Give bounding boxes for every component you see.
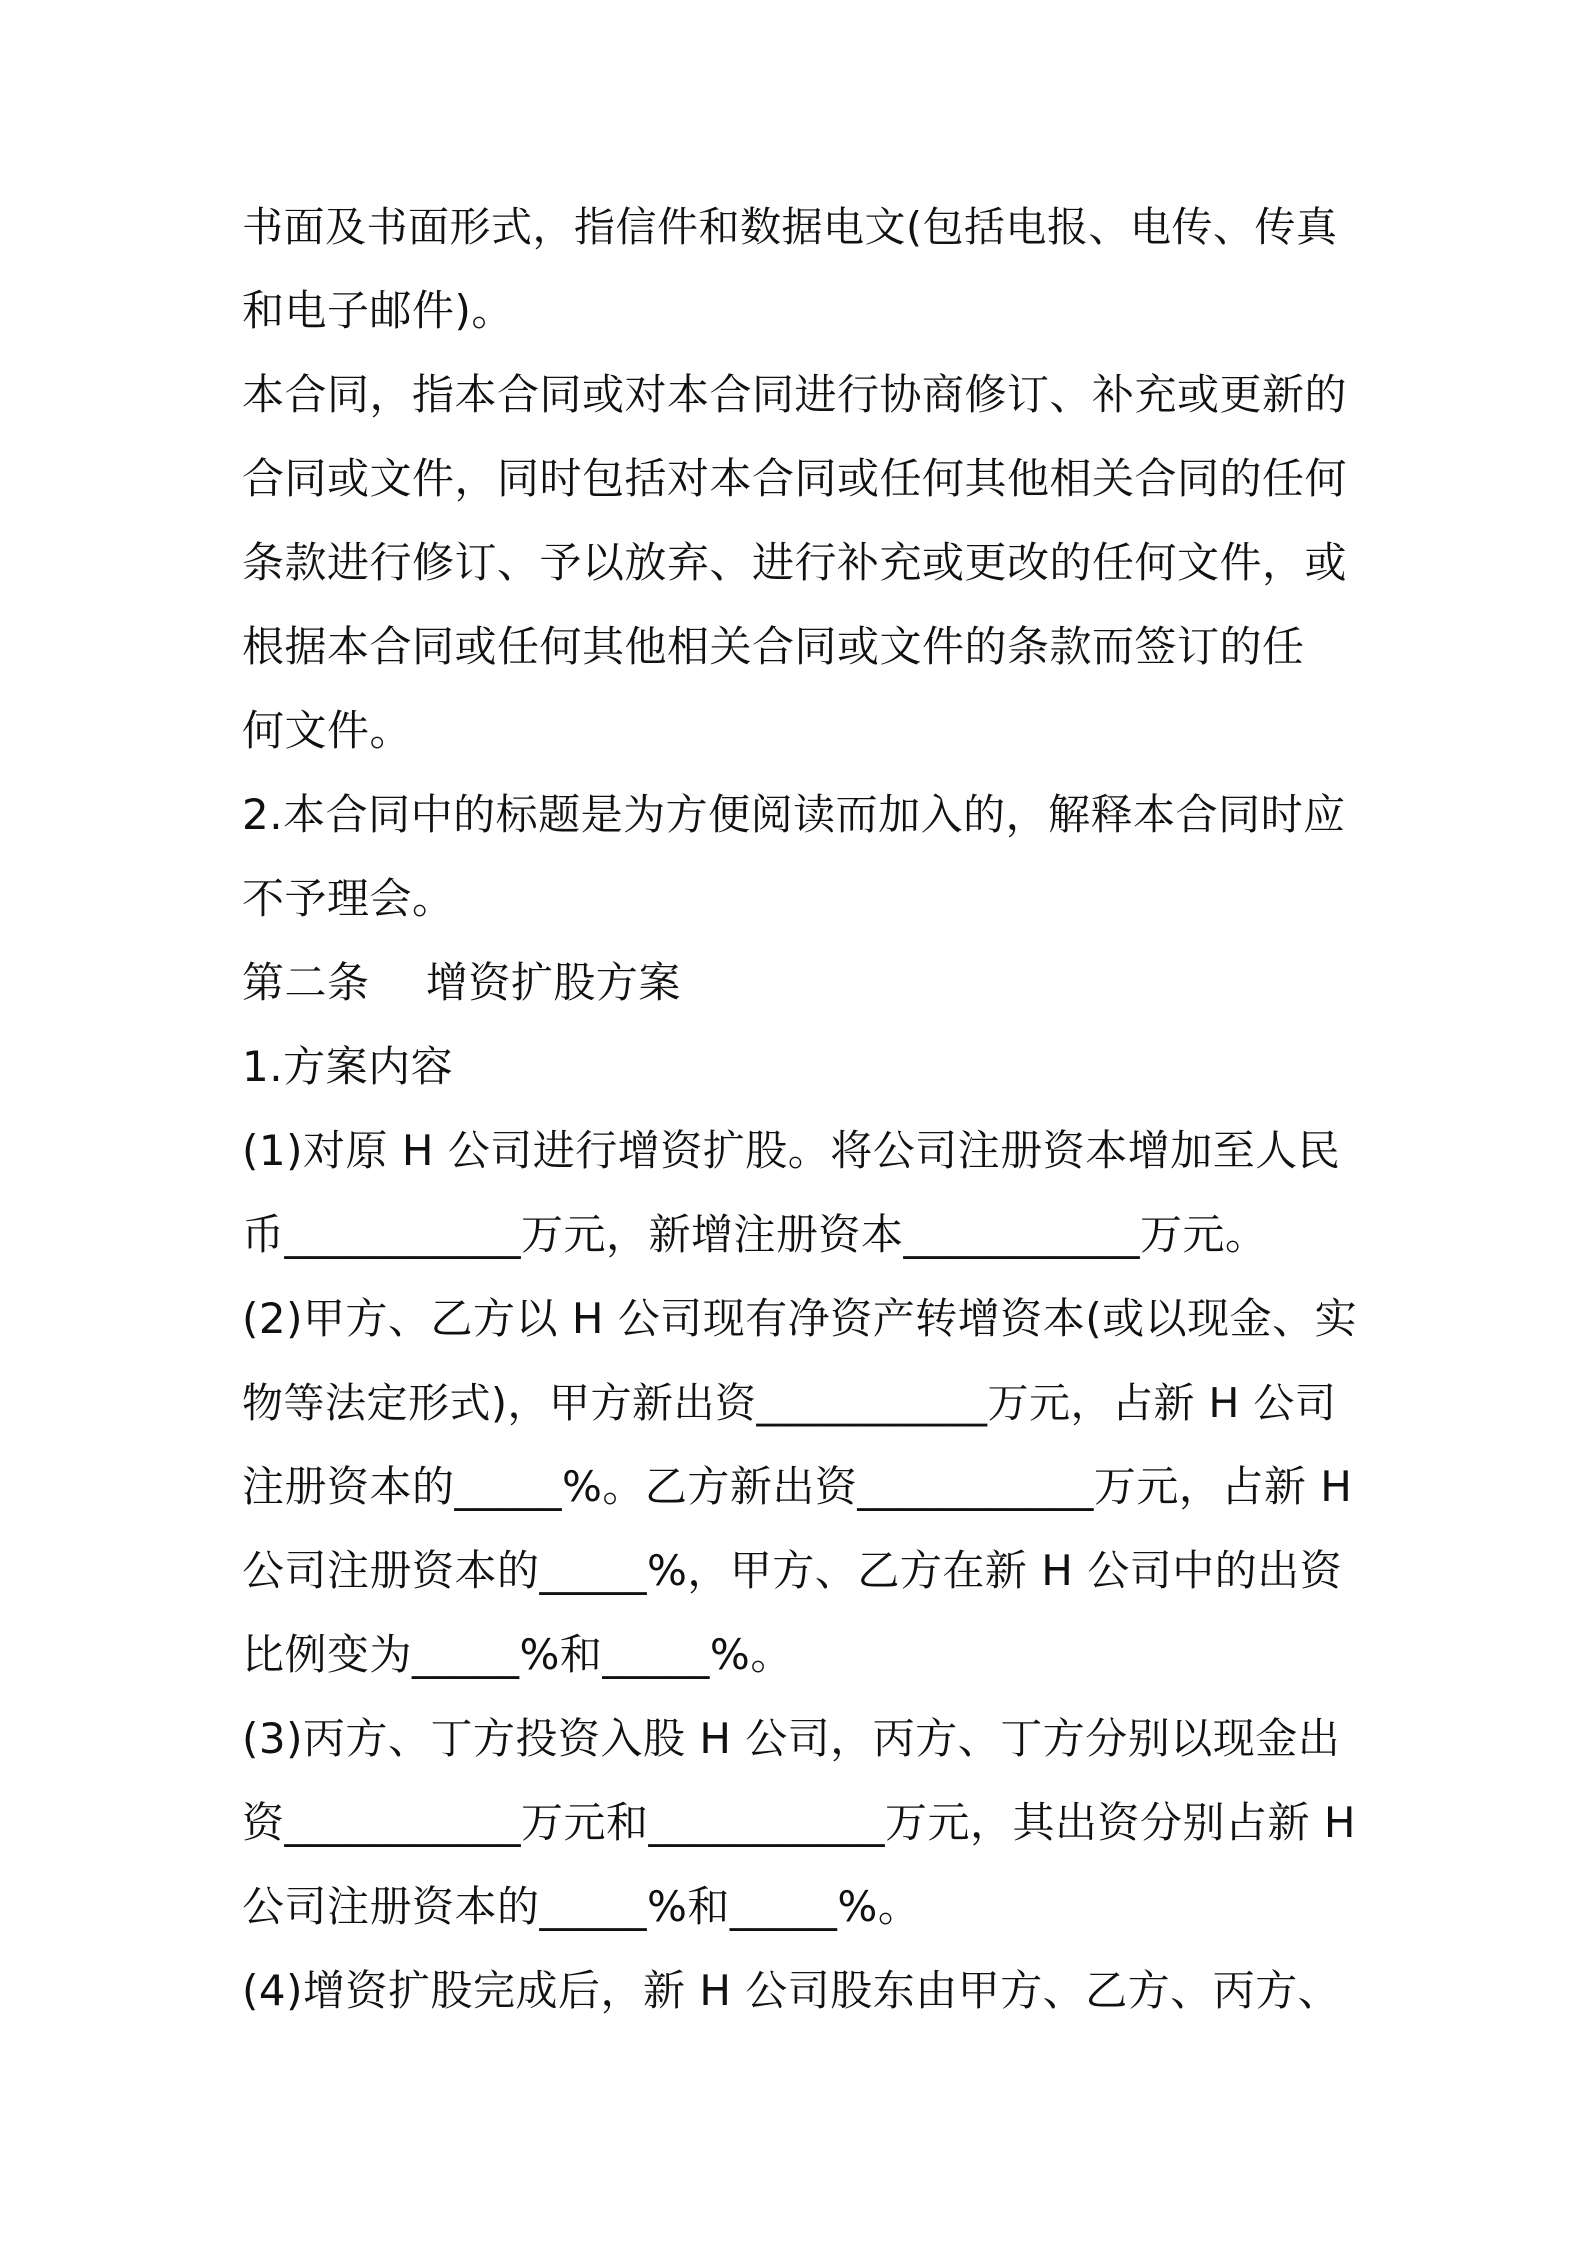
paragraph-line: 2.本合同中的标题是为方便阅读而加入的，解释本合同时应: [242, 790, 1346, 839]
paragraph-line: (4)增资扩股完成后，新 H 公司股东由甲方、乙方、丙方、: [242, 1966, 1341, 2015]
paragraph-line: (1)对原 H 公司进行增资扩股。将公司注册资本增加至人民: [242, 1126, 1341, 1175]
paragraph-line: 注册资本的_____%。乙方新出资___________万元，占新 H: [242, 1462, 1353, 1511]
paragraph-line: 公司注册资本的_____%，甲方、乙方在新 H 公司中的出资: [242, 1546, 1343, 1595]
paragraph-line: 币___________万元，新增注册资本___________万元。: [242, 1210, 1268, 1259]
paragraph-line: 资___________万元和___________万元，其出资分别占新 H: [242, 1798, 1356, 1847]
paragraph-line: 和电子邮件)。: [242, 286, 514, 335]
paragraph-line: 不予理会。: [242, 874, 455, 923]
paragraph-line: (2)甲方、乙方以 H 公司现有净资产转增资本(或以现金、实: [242, 1294, 1358, 1343]
paragraph-line: 何文件。: [242, 706, 413, 755]
paragraph-line: 根据本合同或任何其他相关合同或文件的条款而签订的任: [242, 622, 1305, 671]
section-heading: 第二条 增资扩股方案: [242, 958, 681, 1007]
paragraph-line: 条款进行修订、予以放弃、进行补充或更改的任何文件，或: [242, 538, 1348, 587]
paragraph-line: 公司注册资本的_____%和_____%。: [242, 1882, 921, 1931]
paragraph-line: 物等法定形式)，甲方新出资___________万元，占新 H 公司: [242, 1379, 1337, 1427]
paragraph-line: 合同或文件，同时包括对本合同或任何其他相关合同的任何: [242, 454, 1348, 503]
paragraph-line: (3)丙方、丁方投资入股 H 公司，丙方、丁方分别以现金出: [242, 1714, 1341, 1763]
paragraph-line: 比例变为_____%和_____%。: [242, 1630, 793, 1679]
paragraph-line: 本合同，指本合同或对本合同进行协商修订、补充或更新的: [242, 370, 1348, 419]
paragraph-line: 书面及书面形式，指信件和数据电文(包括电报、电传、传真: [242, 203, 1338, 251]
subsection-heading: 1.方案内容: [242, 1042, 454, 1091]
